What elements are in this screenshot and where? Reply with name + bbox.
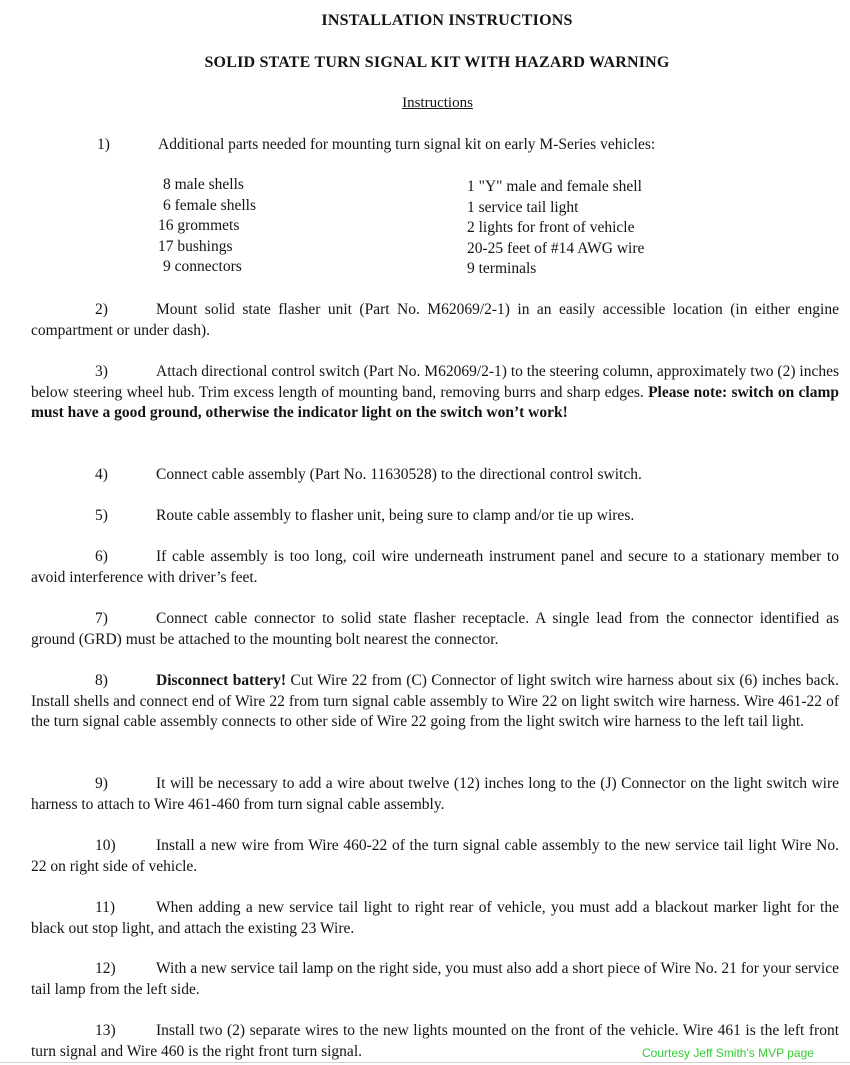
step-5 xyxy=(31,506,839,527)
step-text: Connect cable assembly (Part No. 11630528) to the directional control switch. xyxy=(156,466,642,483)
step-10 xyxy=(31,836,839,877)
step-11 xyxy=(31,898,839,939)
step-number: 2) xyxy=(95,301,108,318)
step-6 xyxy=(31,547,839,588)
step-number: 6) xyxy=(95,548,108,565)
step-text: It will be necessary to add a wire about twelve (12) inches long to the (J) Connector on the light switch wire harness to attach to Wire 461-460 from turn signal cable assembly. xyxy=(31,775,839,813)
step-text: When adding a new service tail light to right rear of vehicle, you must add a blackout marker light for the black out stop light, and attach the existing 23 Wire. xyxy=(31,899,839,937)
step-text: If cable assembly is too long, coil wire underneath instrument panel and secure to a stationary member to avoid interference with driver’s feet. xyxy=(31,548,839,586)
step-number: 9) xyxy=(95,775,108,792)
step-note: Please note: switch on clamp must have a good ground, otherwise the indicator light on the switch won’t work! xyxy=(31,383,840,421)
list-item: 1 service tail light xyxy=(467,198,579,216)
step-text: Connect cable connector to solid state flasher receptacle. A single lead from the connector identified as ground (GRD) must be attached to the mounting bolt nearest the connector. xyxy=(31,610,839,648)
document-subtitle: SOLID STATE TURN SIGNAL KIT WITH HAZARD WARNING xyxy=(204,54,670,71)
step-number: 11) xyxy=(95,899,116,916)
section-heading: Instructions xyxy=(402,95,473,111)
step-lead: Disconnect battery! xyxy=(156,672,287,689)
step-text: Route cable assembly to flasher unit, being sure to clamp and/or tie up wires. xyxy=(156,507,635,524)
list-item: 1 "Y" male and female shell xyxy=(467,178,642,195)
list-item: 20-25 feet of #14 AWG wire xyxy=(467,239,645,257)
step-1 xyxy=(97,135,837,156)
step-text: Cut Wire 22 from (C) Connector of light switch wire harness about six (6) inches back. Install shells and connect end of Wire 22 from turn signal cable assembly to Wire 22 on light switch wire harness. Wire 461-22 of the turn signal cable assembly connects to other side of Wire 22 going from the light switch wire harness to the left tail light. xyxy=(31,672,839,730)
bottom-divider xyxy=(0,1062,850,1063)
list-item: 9 connectors xyxy=(163,258,242,275)
step-number: 7) xyxy=(95,610,108,627)
list-item: 16 grommets xyxy=(158,217,240,234)
step-text: Install a new wire from Wire 460-22 of the turn signal cable assembly to the new service tail light Wire No. 22 on right side of vehicle. xyxy=(31,837,839,875)
step-number: 4) xyxy=(95,466,108,483)
step-4 xyxy=(31,465,839,486)
step-2 xyxy=(31,300,839,341)
step-text: Attach directional control switch (Part No. M62069/2-1) to the steering column, approximately two (2) inches below steering wheel hub. Trim excess length of mounting band, removing burrs and sharp edges. xyxy=(31,363,839,401)
step-number: 10) xyxy=(95,837,116,854)
step-text: Additional parts needed for mounting turn signal kit on early M-Series vehicles: xyxy=(158,136,656,153)
document-title: INSTALLATION INSTRUCTIONS xyxy=(321,12,573,29)
step-number: 8) xyxy=(95,672,108,689)
step-number: 13) xyxy=(95,1022,116,1039)
list-item: 6 female shells xyxy=(163,196,256,214)
step-number: 3) xyxy=(95,363,108,380)
list-item: 8 male shells xyxy=(163,176,244,193)
step-3 xyxy=(31,362,839,424)
parts-list-left xyxy=(158,175,256,278)
step-8 xyxy=(31,671,839,733)
step-12 xyxy=(31,959,839,1000)
step-9 xyxy=(31,774,839,815)
step-number: 12) xyxy=(95,960,116,977)
step-text: With a new service tail lamp on the right side, you must also add a short piece of Wire No. 21 for your service tail lamp from the left side. xyxy=(31,960,839,998)
list-item: 2 lights for front of vehicle xyxy=(467,219,635,236)
step-number: 5) xyxy=(95,507,108,524)
step-text: Mount solid state flasher unit (Part No. M62069/2-1) in an easily accessible location (in either engine compartment or under dash). xyxy=(31,301,839,339)
list-item: 17 bushings xyxy=(158,237,233,255)
credit-caption: Courtesy Jeff Smith's MVP page xyxy=(642,1046,814,1060)
parts-list-right xyxy=(467,177,644,280)
list-item: 9 terminals xyxy=(467,260,537,277)
step-7 xyxy=(31,609,839,650)
step-number: 1) xyxy=(97,136,110,153)
step-text: Install two (2) separate wires to the new lights mounted on the front of the vehicle. Wire 461 is the left front turn signal and Wire 460 is the right front turn signal. xyxy=(31,1022,839,1060)
